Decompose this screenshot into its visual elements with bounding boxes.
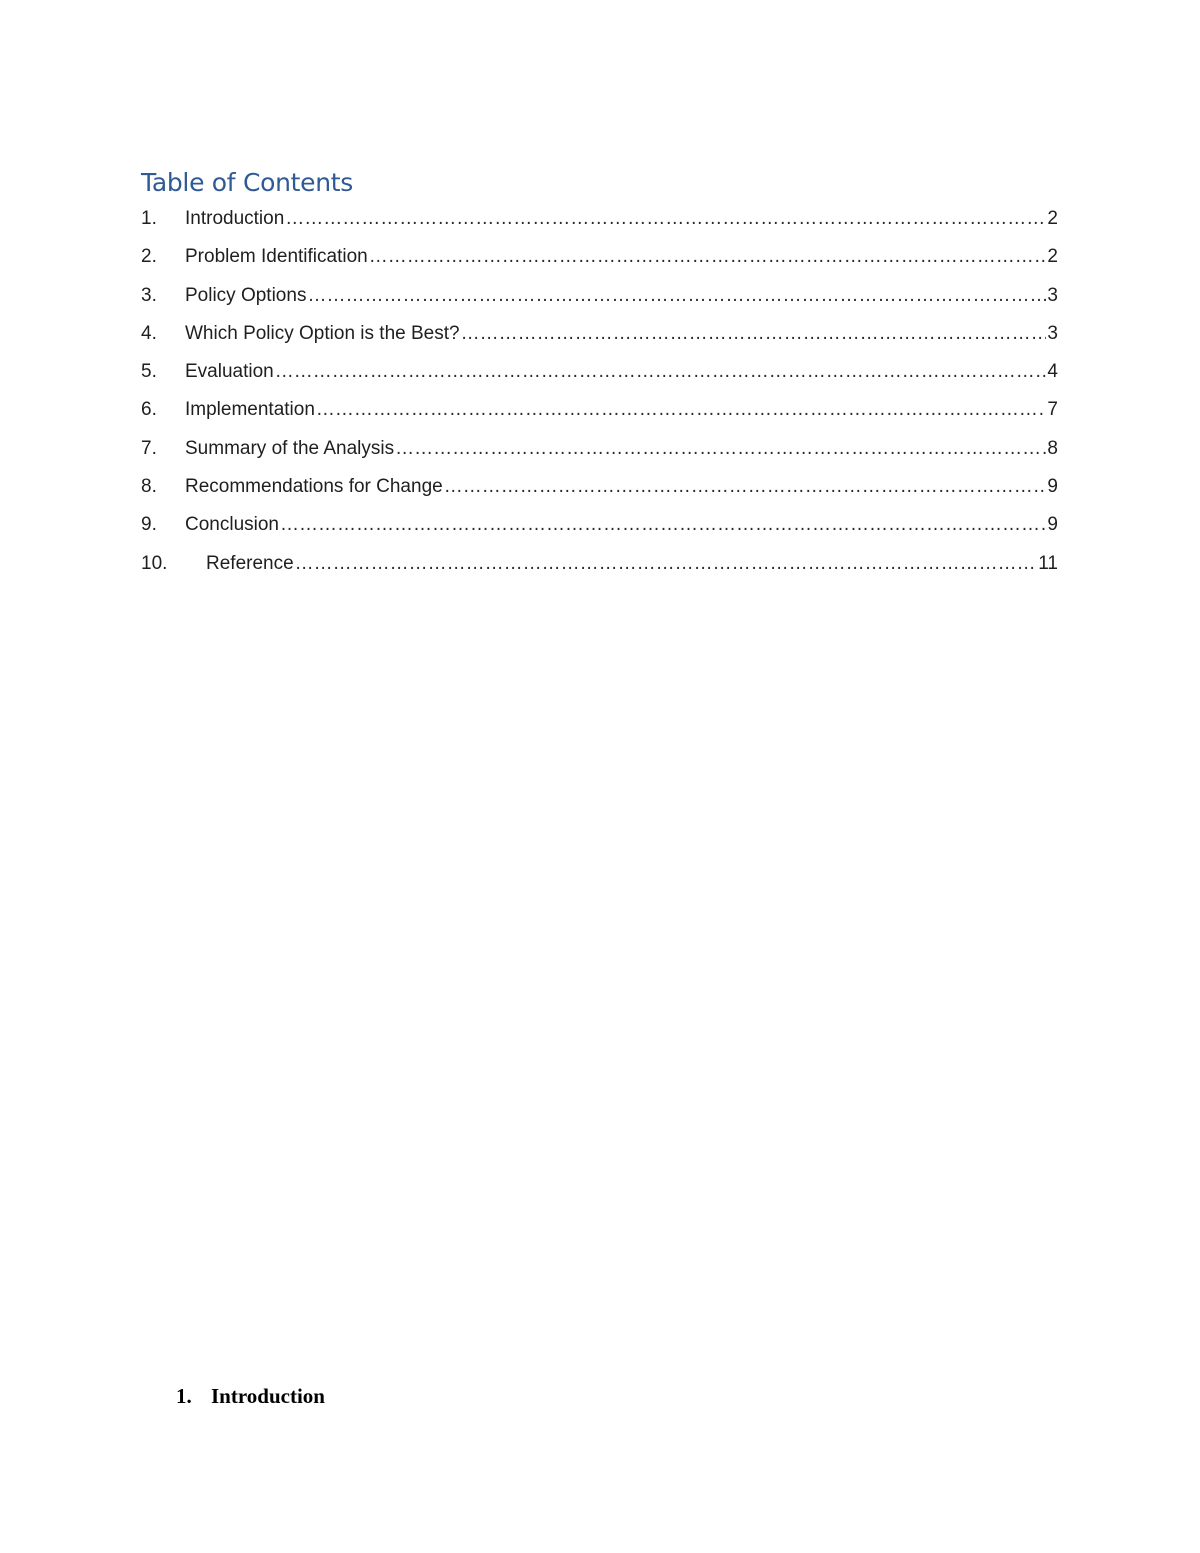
- toc-entry[interactable]: [141, 507, 1058, 545]
- section-title: Introduction: [211, 1384, 325, 1408]
- toc-dot-leader: [395, 431, 1046, 467]
- toc-entry-number: 6.: [141, 399, 157, 421]
- toc-entry-text: Implementation: [185, 399, 315, 421]
- toc-entry-number: 4.: [141, 322, 157, 344]
- toc-entry-page: 9: [1047, 514, 1058, 536]
- toc-entry-number: 1.: [141, 208, 157, 229]
- toc-entry[interactable]: [141, 316, 1058, 354]
- toc-entry-page: 2: [1047, 208, 1058, 229]
- toc-entry[interactable]: [141, 546, 1058, 584]
- toc-dot-leader: [280, 507, 1046, 543]
- toc-entry[interactable]: [141, 392, 1058, 430]
- toc-entry-page: 11: [1038, 552, 1058, 574]
- toc-entry-text: Conclusion: [185, 514, 279, 536]
- toc-entry-number: 8.: [141, 476, 157, 498]
- toc-entry[interactable]: [141, 239, 1058, 277]
- toc-entry-page: 3: [1047, 322, 1058, 344]
- toc-entry-text: Recommendations for Change: [185, 476, 443, 498]
- toc-dot-leader: [307, 278, 1046, 314]
- toc-entry-page: 4: [1047, 361, 1058, 383]
- toc-entry-text: Reference: [206, 552, 294, 574]
- toc-dot-leader: [316, 392, 1047, 428]
- toc-entry-number: 7.: [141, 437, 157, 459]
- toc-entry[interactable]: [141, 354, 1058, 392]
- toc-dot-leader: [461, 316, 1047, 352]
- toc-entry-number: 9.: [141, 514, 157, 536]
- toc-entry-text: Problem Identification: [185, 246, 368, 268]
- toc-dot-leader: [444, 469, 1047, 505]
- toc-entry-text: Summary of the Analysis: [185, 437, 395, 459]
- toc-dot-leader: [369, 239, 1047, 275]
- toc-entry[interactable]: [141, 469, 1058, 507]
- toc-entry-text: Evaluation: [185, 361, 274, 383]
- toc-entry-text: Policy Options: [185, 284, 307, 306]
- toc-entry[interactable]: [141, 431, 1058, 469]
- toc-dot-leader: [295, 546, 1038, 582]
- toc-entry-text: Which Policy Option is the Best?: [185, 322, 460, 344]
- toc-entry[interactable]: [141, 201, 1058, 239]
- toc-entry-page: 8: [1047, 437, 1058, 459]
- toc-entry-number: 10.: [141, 552, 168, 574]
- section-number: 1.: [176, 1384, 192, 1408]
- toc-entry-page: 3: [1047, 284, 1058, 306]
- toc-entry-page: 9: [1047, 476, 1058, 498]
- toc-list: [141, 201, 1058, 584]
- toc-entry-text: Introduction: [185, 208, 285, 229]
- section-heading: [176, 1384, 325, 1409]
- toc-entry-number: 3.: [141, 284, 157, 306]
- toc-entry-page: 7: [1047, 399, 1058, 421]
- toc-dot-leader: [275, 354, 1047, 390]
- toc-entry-page: 2: [1047, 246, 1058, 268]
- toc-title: Table of Contents: [141, 168, 353, 197]
- toc-dot-leader: [285, 201, 1046, 237]
- toc-entry-number: 5.: [141, 361, 157, 383]
- toc-entry-number: 2.: [141, 246, 157, 268]
- toc-entry[interactable]: [141, 278, 1058, 316]
